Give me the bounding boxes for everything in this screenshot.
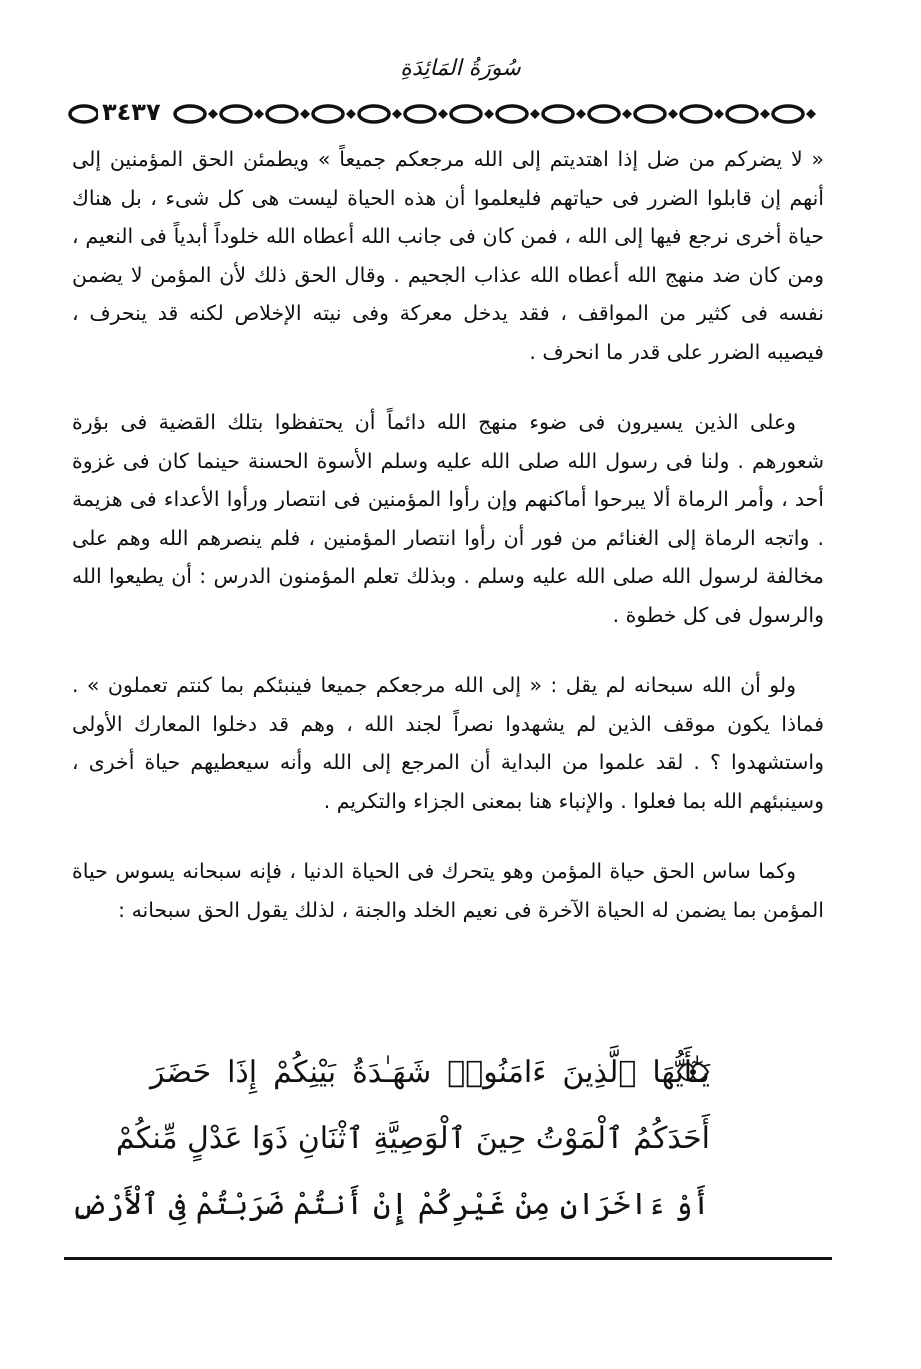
paragraph-2 bbox=[72, 403, 824, 634]
paragraph-3 bbox=[72, 666, 824, 820]
chain-ornament-icon bbox=[66, 98, 838, 130]
verse-line-1: يَـٰٓأَيُّهَا ٱلَّذِينَ ءَامَنُوا۟ شَهَـٰدَةُ بَيْنِكُمْ إِذَا حَضَرَ bbox=[150, 1055, 710, 1090]
quran-verse bbox=[71, 1040, 710, 1238]
body-text bbox=[72, 140, 824, 961]
verse-line-2: أَحَدَكُمُ ٱلْمَوْتُ حِينَ ٱلْوَصِيَّةِ ٱثْنَانِ ذَوَا عَدْلٍ مِّنكُمْ bbox=[115, 1121, 710, 1156]
surah-title: سُورَةُ المَائِدَةِ bbox=[400, 56, 521, 81]
paragraph-4-text: وكما ساس الحق حياة المؤمن وهو يتحرك فى الحياة الدنيا ، فإنه سبحانه يسوس حياة المؤمن بما يضمن له الحياة الآخرة فى نعيم الخلد والجنة ، لذلك يقول الحق سبحانه : bbox=[72, 859, 824, 922]
paragraph-3-text: ولو أن الله سبحانه لم يقل : « إلى الله مرجعكم جميعا فينبئكم بما كنتم تعملون » . فماذا يكون موقف الذين لم يشهدوا نصراً لجند الله ، وهم قد دخلوا المعارك الأولى واستشهدوا ؟ . لقد علموا من البداية أن المرجع إلى الله وأنه سيعطيهم حياة أخرى ، وسينبئهم الله بما فعلوا . والإنباء هنا بمعنى الجزاء والتكريم . bbox=[72, 673, 824, 813]
page-number: ٣٤٣٧ bbox=[98, 96, 165, 128]
paragraph-2-text: وعلى الذين يسيرون فى ضوء منهج الله دائماً أن يحتفظوا بتلك القضية فى بؤرة شعورهم . ولنا فى رسول الله صلى الله عليه وسلم الأسوة الحسنة حينما كان فى غزوة أحد ، وأمر الرماة ألا يبرحوا أماكنهم وإن رأوا المؤمنين فى انتصار ورأوا الأعداء فى هزيمة . واتجه الرماة إلى الغنائم من فور أن رأوا انتصار المؤمنين ، فلم ينصرهم الله وهم على مخالفة لرسول الله صلى الله عليه وسلم . وبذلك تعلم المؤمنون الدرس : أن يطيعوا الله والرسول فى كل خطوة . bbox=[72, 410, 824, 627]
footer-rule bbox=[64, 1257, 832, 1260]
paragraph-4 bbox=[72, 852, 824, 929]
ornamental-border-band bbox=[66, 98, 838, 130]
paragraph-1: « لا يضركم من ضل إذا اهتديتم إلى الله مرجعكم جميعاً » ويطمئن الحق المؤمنين إلى أنهم إن قابلوا الضرر فى حياتهم فليعلموا أن هذه الحياة ليست هى كل شىء ، بل هناك حياة أخرى نرجع فيها إلى الله ، فمن كان فى جانب الله أعطاه الله خلوداً أبدياً فى النعيم ، ومن كان ضد منهج الله أعطاه الله عذاب الجحيم . وقال الحق ذلك لأن المؤمن لا يضمن نفسه فى كثير من المواقف ، فقد يدخل معركة وفى نيته الإخلاص لكنه قد ينحرف ، فيصيبه الضرر على قدر ما انحرف . bbox=[72, 147, 824, 364]
verse-line-3: أَوْ ءَاخَرَانِ مِنْ غَيْرِكُمْ إِنْ أَنتُمْ ضَرَبْتُمْ فِى ٱلْأَرْضِ bbox=[71, 1187, 710, 1222]
